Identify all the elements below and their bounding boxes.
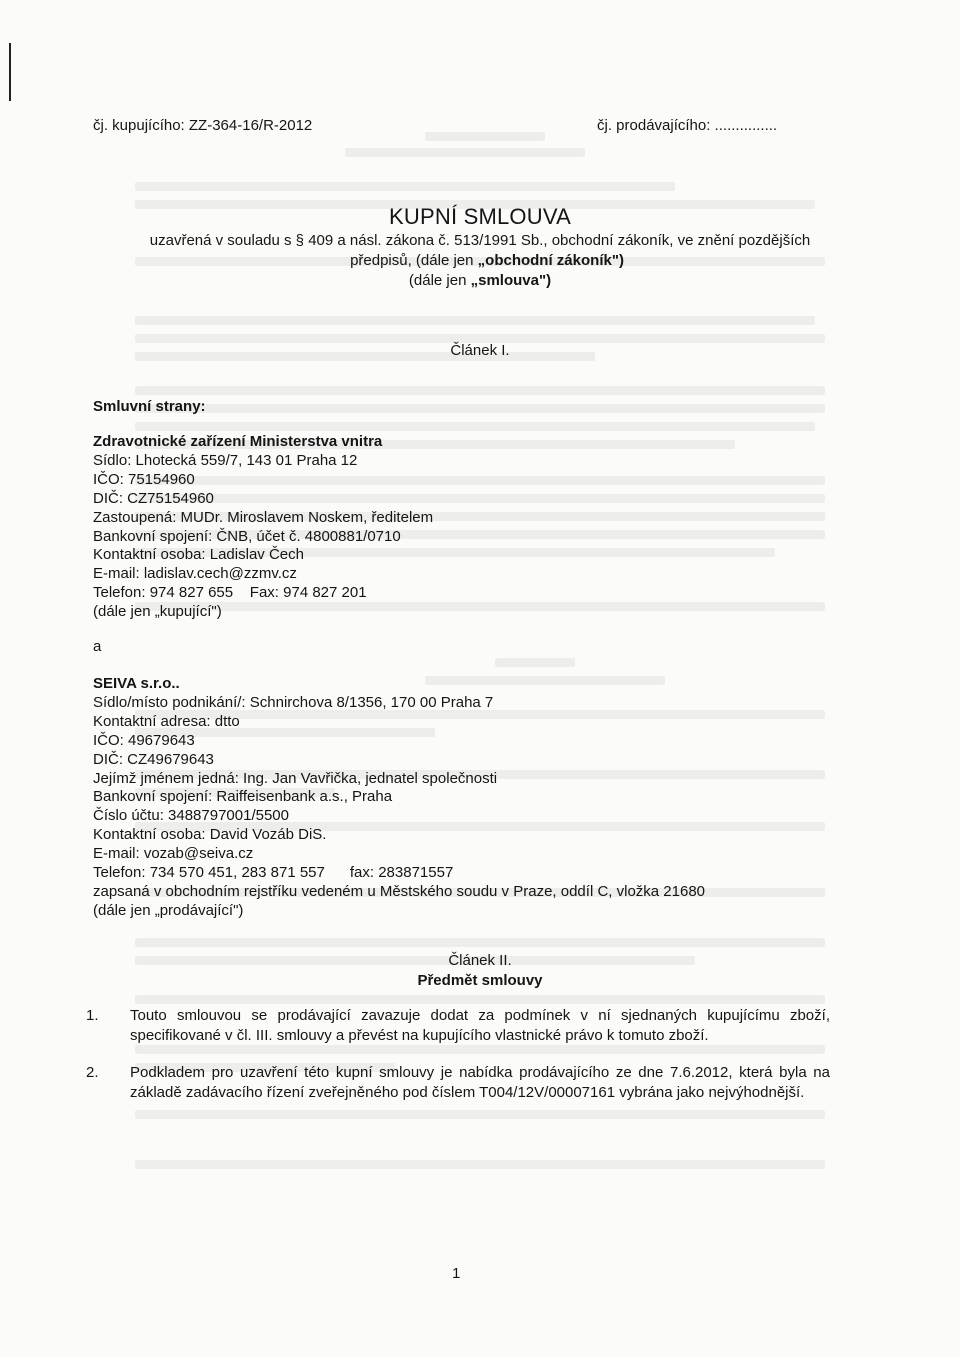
article-2-subheading: Předmět smlouvy	[417, 972, 543, 989]
article-2-heading: Článek II.	[448, 952, 512, 969]
seller-detail-line: zapsaná v obchodním rejstříku vedeném u Městského soudu v Praze, oddíl C, vložka 21680	[93, 882, 706, 900]
seller-detail-line: (dále jen „prodávající")	[93, 901, 244, 919]
document-title: KUPNÍ SMLOUVA	[389, 204, 571, 229]
clause-number: 2.	[86, 1064, 99, 1081]
seller-name: SEIVA s.r.o..	[93, 675, 180, 692]
seller-detail-line: Bankovní spojení: Raiffeisenbank a.s., Praha	[93, 788, 393, 806]
parties-label: Smluvní strany:	[93, 398, 206, 415]
buyer-detail-line: DIČ: CZ75154960	[93, 489, 214, 507]
seller-detail-line: Jejímž jménem jedná: Ing. Jan Vavřička, jednatel společnosti	[93, 769, 498, 787]
buyer-party-block	[93, 433, 433, 622]
clause-text: Podkladem pro uzavření této kupní smlouvy je nabídka prodávajícího ze dne 7.6.2012, která byla na základě zadávacího řízení zveřejněného pod číslem T004/12V/00007161 vybrána jako nejvýhodnější.	[130, 1064, 830, 1101]
clause-text: Touto smlouvou se prodávající zavazuje dodat za podmínek v ní sjednaných kupujícímu zboží, specifikované v čl. III. smlouvy a převést na kupujícího vlastnické právo k tomuto zboží.	[130, 1007, 830, 1044]
buyer-detail-line: Zastoupená: MUDr. Miroslavem Noskem, ředitelem	[93, 508, 434, 526]
seller-detail-line: Kontaktní osoba: David Vozáb DiS.	[93, 826, 327, 844]
scan-edge-mark	[9, 43, 11, 101]
clause-number: 1.	[86, 1007, 99, 1024]
article-2-clauses	[86, 1006, 830, 1120]
page-number: 1	[452, 1265, 461, 1282]
subtitle-line-3: (dále jen „smlouva")	[408, 272, 552, 289]
seller-party-block	[93, 675, 705, 921]
clause-item	[86, 1063, 830, 1103]
clause-item	[86, 1006, 830, 1046]
seller-detail-line: DIČ: CZ49679643	[93, 750, 214, 768]
buyer-detail-line: (dále jen „kupující")	[93, 603, 222, 621]
buyer-detail-line: Telefon: 974 827 655 Fax: 974 827 201	[93, 584, 367, 602]
seller-detail-line: Kontaktní adresa: dtto	[93, 712, 240, 730]
document-subtitle	[0, 231, 960, 291]
seller-detail-line: IČO: 49679643	[93, 731, 195, 749]
buyer-detail-line: Sídlo: Lhotecká 559/7, 143 01 Praha 12	[93, 451, 358, 469]
subtitle-line-1: uzavřená v souladu s § 409 a násl. zákona č. 513/1991 Sb., obchodní zákoník, ve znění pozdějších	[149, 232, 811, 249]
subtitle-line-2: předpisů, (dále jen „obchodní zákoník")	[350, 252, 624, 269]
buyer-detail-line: E-mail: ladislav.cech@zzmv.cz	[93, 565, 297, 583]
seller-reference-number: čj. prodávajícího: ...............	[597, 117, 778, 134]
seller-detail-line: Číslo účtu: 3488797001/5500	[93, 807, 289, 825]
article-1-heading: Článek I.	[450, 342, 510, 359]
seller-detail-line: E-mail: vozab@seiva.cz	[93, 845, 254, 863]
parties-conjunction: a	[93, 638, 102, 655]
buyer-reference-number: čj. kupujícího: ZZ-364-16/R-2012	[93, 117, 313, 134]
buyer-detail-line: IČO: 75154960	[93, 470, 195, 488]
buyer-name: Zdravotnické zařízení Ministerstva vnitra	[93, 433, 383, 450]
seller-detail-line: Telefon: 734 570 451, 283 871 557 fax: 283871557	[93, 864, 454, 882]
seller-detail-line: Sídlo/místo podnikání/: Schnirchova 8/1356, 170 00 Praha 7	[93, 693, 494, 711]
buyer-detail-line: Kontaktní osoba: Ladislav Čech	[93, 546, 304, 564]
buyer-detail-line: Bankovní spojení: ČNB, účet č. 4800881/0710	[93, 527, 401, 545]
